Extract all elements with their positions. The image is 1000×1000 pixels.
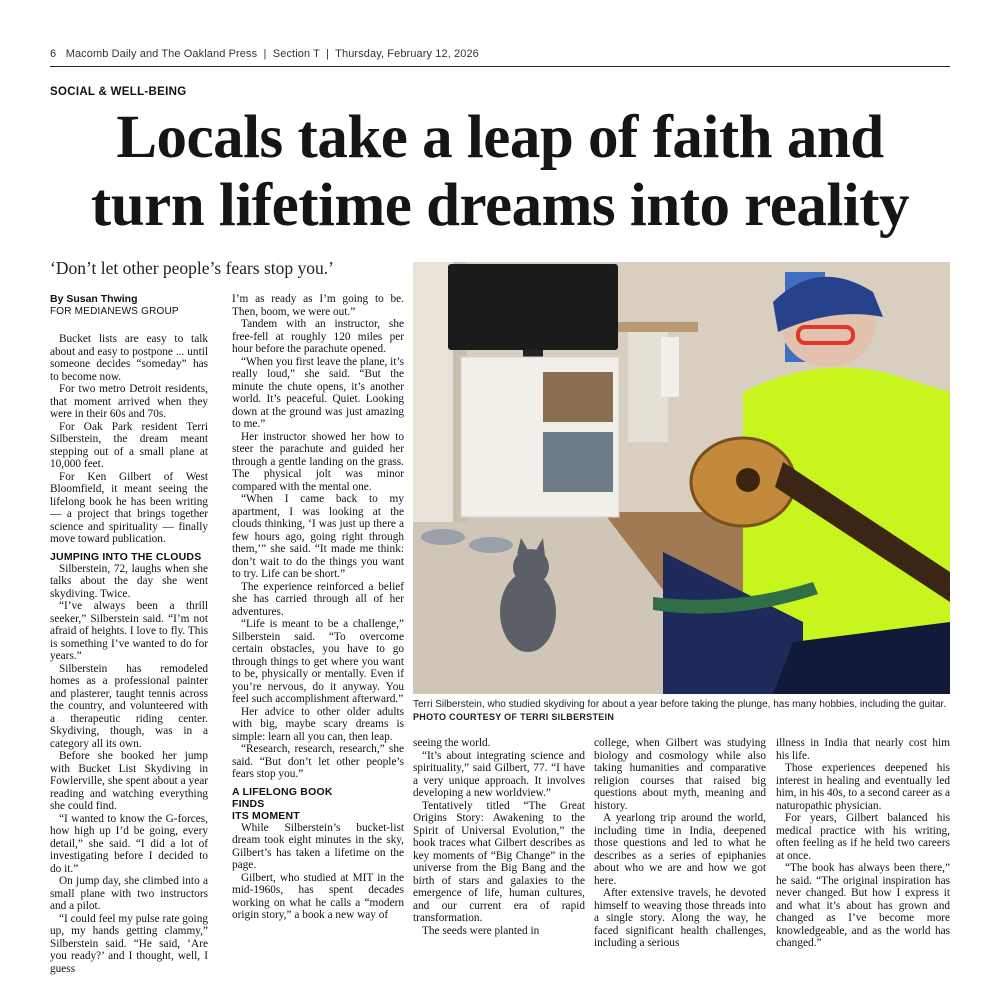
caption-text: Terri Silberstein, who studied skydiving for about a year before taking the plunge, has many hobbies, including the guitar. (413, 699, 947, 710)
body-paragraph: I’m as ready as I’m going to be. Then, boom, we were out.” (232, 293, 404, 318)
body-paragraph: seeing the world. (413, 737, 491, 749)
photo-bowl-2 (469, 537, 513, 553)
photo-caption (413, 699, 950, 724)
body-paragraph: For Oak Park resident Terri Silberstein, the dream meant stepping out of a small plane at 10,000 feet. (50, 420, 208, 470)
subhead-line-3: ITS MOMENT (232, 809, 300, 822)
article-column-2 (232, 293, 404, 922)
subhead-line-1: A LIFELONG BOOK (232, 785, 333, 798)
photo-guitar-soundhole (736, 468, 760, 492)
body-paragraph: college, when Gilbert was studying biology and cosmology while also taking humanities and comparative religion courses that raised big questions about myth, meaning and history. (594, 737, 766, 812)
body-paragraph: “I wanted to know the G-forces, how high up I’d be going, every detail,” she said. “I did a lot of investigating before I decided to do it.” (50, 812, 208, 875)
body-paragraph: For years, Gilbert balanced his medical practice with his writing, often feeling as if he held two careers at once. (776, 812, 950, 862)
body-paragraph: “Life is meant to be a challenge,” Silberstein said. “To overcome certain obstacles, you have to go through things to get where you want to be, physically or mentally. Even if you’re nervous, do it anyway. You feel such accomplishment afterward.” (232, 618, 404, 705)
article-column-5 (776, 737, 950, 950)
section-subhead (232, 786, 404, 822)
body-paragraph: Tandem with an instructor, she free-fell at roughly 120 miles per hour before the parachute opened. (232, 318, 404, 355)
body-paragraph: Silberstein, 72, laughs when she talks about the day she went skydiving. Twice. (50, 562, 208, 600)
photo-credit: PHOTO COURTESY OF TERRI SILBERSTEIN (413, 712, 615, 722)
body-paragraph: Silberstein has remodeled homes as a professional painter and plasterer, taught tennis across the country, and volunteered with a therapeutic riding center. Skydiving, though, was in a category all its own. (50, 662, 208, 750)
body-paragraph: “It’s about integrating science and spirituality,” said Gilbert, 77. “I have a very unique approach. It involves developing a new worldview.” (413, 749, 585, 799)
body-paragraph: “The book has always been there,” he said. “The original inspiration has never changed. But how I express it and what it’s about has grown and changed as I’ve become more knowledgeable, and as the world has changed.” (776, 862, 950, 949)
body-paragraph: “I’ve always been a thrill seeker,” Silberstein said. “I’m not afraid of heights. I love to fly. This is something I’ve wanted to do for years.” (50, 600, 208, 662)
headline (40, 104, 960, 240)
byline-org: FOR MEDIANEWS GROUP (50, 306, 179, 317)
body-paragraph: “I could feel my pulse rate going up, my hands getting clammy,” Silberstein said. “He said, ‘Are you ready?’ and I thought, well, I guess (50, 912, 208, 975)
body-paragraph: A yearlong trip around the world, including time in India, deepened those questions and led to what he describes as a series of epiphanies about who we are and how we got here. (594, 812, 766, 887)
photo-doorframe (413, 262, 453, 522)
body-paragraph: On jump day, she climbed into a small plane with two instructors and a pilot. (50, 875, 208, 912)
folio-divider (50, 66, 950, 67)
photo-books-1 (543, 372, 613, 422)
photo-bowl-1 (421, 529, 465, 545)
deck-subhead: ‘Don’t let other people’s fears stop you.’ (50, 258, 334, 278)
body-paragraph: Those experiences deepened his interest in healing and eventually led him, in his 40s, to a second career as a naturopathic physician. (776, 762, 950, 812)
body-paragraph: Bucket lists are easy to talk about and easy to postpone ... until someone decides “someday” has to become now. (50, 333, 208, 383)
subhead-line-2: FINDS (232, 797, 265, 810)
page-folio: 6 Macomb Daily and The Oakland Press | Section T | Thursday, February 12, 2026 (50, 48, 479, 60)
article-column-4 (594, 737, 766, 950)
section-kicker: SOCIAL & WELL-BEING (50, 86, 187, 98)
body-paragraph: The seeds were planted in (422, 924, 540, 937)
body-paragraph: For two metro Detroit residents, that moment arrived when they were in their 60s and 70s. (50, 383, 208, 420)
body-paragraph: “When you first leave the plane, it’s really loud,” she said. “But the minute the chute opens, it’s another world. It’s peaceful. Quiet. Looking down at the ground was just amazing to me.” (232, 355, 404, 430)
section-subhead: JUMPING INTO THE CLOUDS (50, 550, 202, 563)
photo-books-2 (543, 432, 613, 492)
body-paragraph: “Research, research, research,” she said. “But don’t let other people’s fears stop you.” (232, 743, 404, 780)
body-paragraph: For Ken Gilbert of West Bloomfield, it meant seeing the lifelong book he has been writing — a project that brings together science and spirituality — finally move toward publication. (50, 470, 208, 545)
body-paragraph: After extensive travels, he devoted himself to weaving those threads into a single story. Along the way, he faced significant health challenges, including a serious (594, 887, 766, 949)
byline-author: By Susan Thwing (50, 293, 138, 305)
body-paragraph: Her instructor showed her how to steer the parachute and guided her through a gentle landing on the grass. The physical jolt was minor compared with the mental one. (232, 430, 404, 493)
photo-illustration (413, 262, 950, 694)
body-paragraph: Her advice to other older adults with big, maybe scary dreams is simple: learn all you can, then leap. (232, 705, 404, 743)
section-label: Section T (272, 48, 320, 60)
body-paragraph: While Silberstein’s bucket-list dream took eight minutes in the sky, Gilbert’s has taken a lifetime on the page. (232, 821, 404, 871)
body-paragraph: illness in India that nearly cost him his life. (776, 737, 950, 762)
photo-kitchen-counter (618, 322, 698, 332)
body-paragraph: The experience reinforced a belief she has carried through all of her adventures. (232, 580, 404, 618)
body-paragraph: Before she booked her jump with Bucket List Skydiving in Fowlerville, she spent about a year reading and watching everything she could find. (50, 750, 208, 812)
headline-line-2: turn lifetime dreams into reality (90, 172, 910, 239)
page-number: 6 (50, 48, 57, 60)
article-column-3 (413, 737, 585, 937)
body-paragraph: “When I came back to my apartment, I was looking at the clouds thinking, ‘I was just up there a few hours ago, going right through them,’” she said. “It made me think: don’t wait to do the things you want to try. Life can be short.” (232, 493, 404, 580)
article-photo (413, 262, 950, 694)
issue-date: Thursday, February 12, 2026 (335, 48, 479, 60)
publication-name: Macomb Daily and The Oakland Press (65, 48, 258, 60)
photo-towel (661, 337, 679, 397)
body-paragraph: Gilbert, who studied at MIT in the mid-1960s, has spent decades working on what he calls a “modern origin story,” a book a new way of (232, 871, 404, 921)
photo-tv (448, 264, 618, 350)
article-column-1 (50, 333, 208, 975)
body-paragraph: Tentatively titled “The Great Origins Story: Awakening to the Spirit of Universal Evolution,” the book traces what Gilbert describes as key moments of “Big Change” in the universe from the Big Bang and the birth of stars and galaxies to the emergence of life, human cultures, and our current era of rapid transformation. (413, 799, 585, 924)
headline-line-1: Locals take a leap of faith and (116, 104, 884, 171)
